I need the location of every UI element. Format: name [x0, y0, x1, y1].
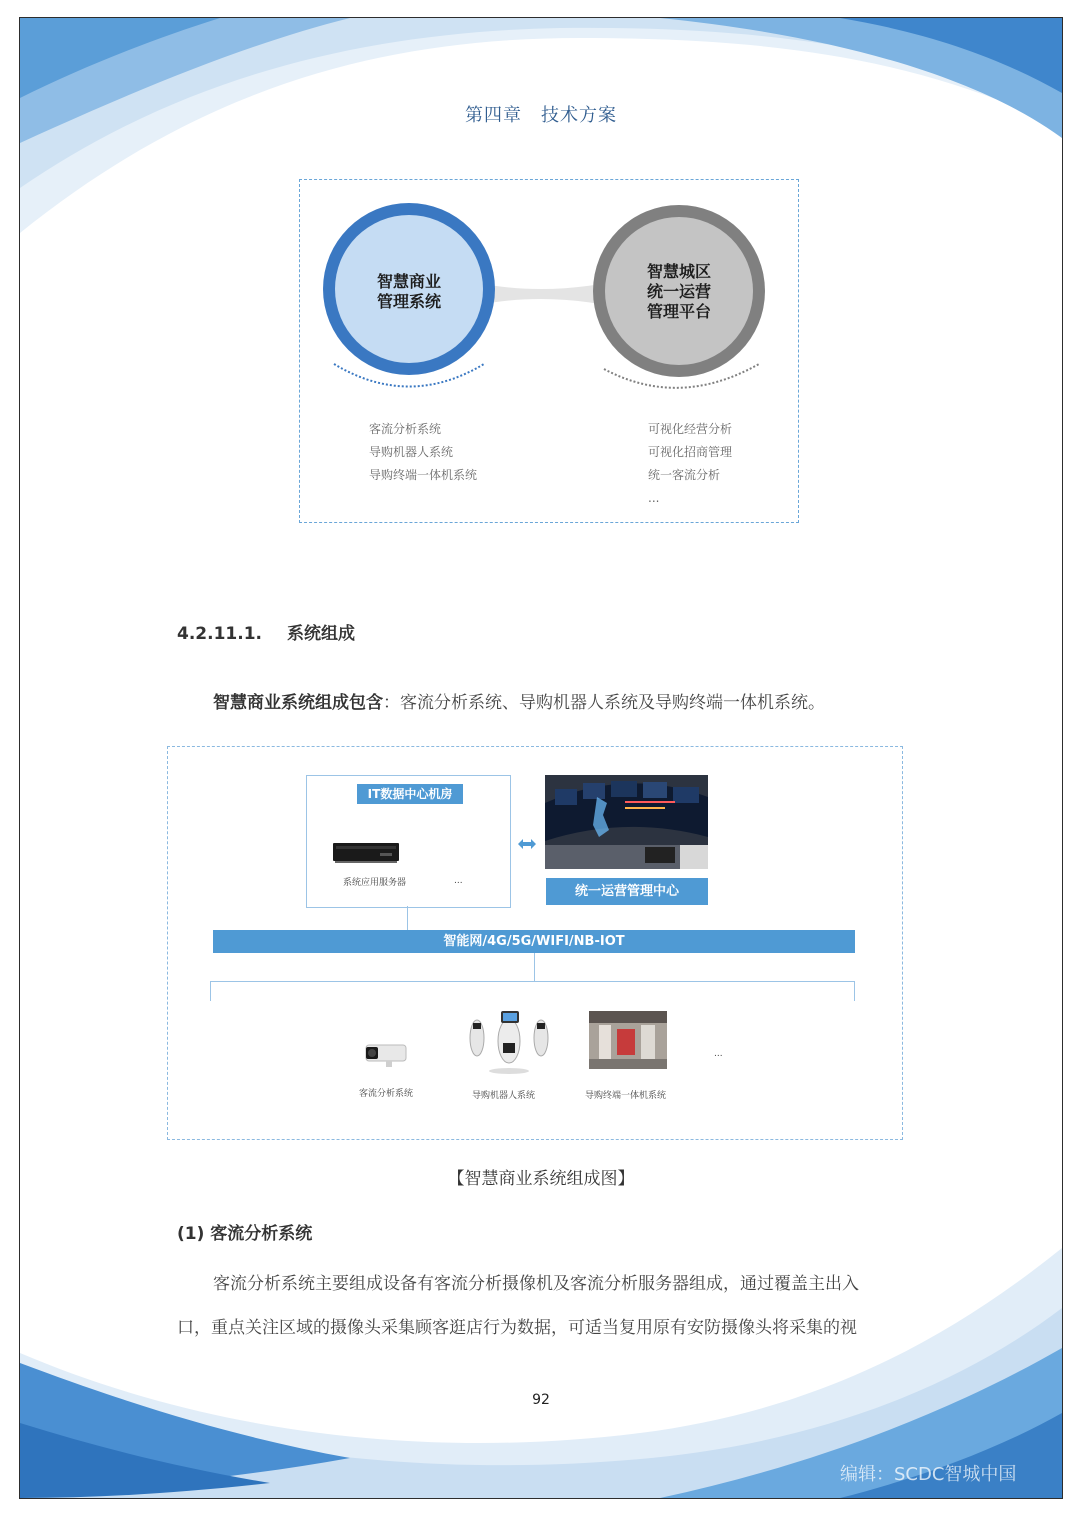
list-item: 客流分析系统	[369, 422, 442, 436]
device-bus-line	[210, 981, 854, 982]
device-label: 导购机器人系统	[472, 1091, 536, 1101]
camera-icon	[362, 1041, 410, 1069]
chapter-title: 第四章 技术方案	[465, 105, 617, 126]
server-label: 系统应用服务器	[343, 878, 407, 888]
right-circle-label: 智慧城区 统一运营 管理平台	[646, 262, 711, 321]
list-item: 可视化招商管理	[648, 445, 733, 459]
intro-rest: ：客流分析系统、导购机器人系统及导购终端一体机系统。	[383, 693, 825, 713]
list-item: 导购机器人系统	[369, 445, 454, 459]
section-number: 4.2.11.1.	[177, 624, 262, 644]
list-item: 可视化经营分析	[648, 422, 733, 436]
devices-more: ...	[714, 1049, 723, 1059]
ops-center-video-wall-image	[545, 775, 708, 869]
left-circle-label: 智慧商业 管理系统	[376, 272, 441, 311]
list-item: ...	[648, 491, 660, 505]
datacenter-label: IT数据中心机房	[357, 784, 463, 804]
intro-sentence	[213, 688, 825, 713]
ops-center-label: 统一运营管理中心	[546, 878, 708, 905]
right-item-list	[648, 418, 732, 510]
connector-line	[854, 981, 855, 1001]
section-heading	[177, 619, 355, 644]
list-item: 统一客流分析	[648, 468, 721, 482]
section-title: 系统组成	[287, 624, 355, 644]
left-item-list	[369, 418, 477, 487]
server-more: ...	[454, 876, 463, 886]
network-bar: 智能网/4G/5G/WIFI/NB-IOT	[213, 930, 855, 953]
body-paragraph-line: 客流分析系统主要组成设备有客流分析摄像机及客流分析服务器组成，通过覆盖主出入	[213, 1274, 859, 1294]
intro-bold: 智慧商业系统组成包含	[213, 693, 383, 713]
device-label: 导购终端一体机系统	[585, 1091, 667, 1101]
connector-line	[210, 981, 211, 1001]
list-item: 导购终端一体机系统	[369, 468, 478, 482]
connector-line	[534, 953, 535, 981]
figure-caption: 【智慧商业系统组成图】	[447, 1169, 635, 1189]
connector-line	[407, 906, 408, 930]
robot-icon	[465, 1003, 553, 1075]
kiosk-icon	[589, 1011, 667, 1069]
watermark: 编辑：SCDC智城中国	[840, 1464, 1017, 1485]
body-paragraph-line: 口，重点关注区域的摄像头采集顾客逛店行为数据，可适当复用原有安防摄像头将采集的视	[177, 1318, 857, 1338]
subsection-heading: (1) 客流分析系统	[177, 1224, 313, 1244]
page-number: 92	[532, 1392, 550, 1408]
document-page	[19, 17, 1063, 1499]
bidirectional-arrow-icon	[518, 838, 536, 850]
device-label: 客流分析系统	[359, 1089, 414, 1099]
server-icon	[332, 841, 402, 865]
